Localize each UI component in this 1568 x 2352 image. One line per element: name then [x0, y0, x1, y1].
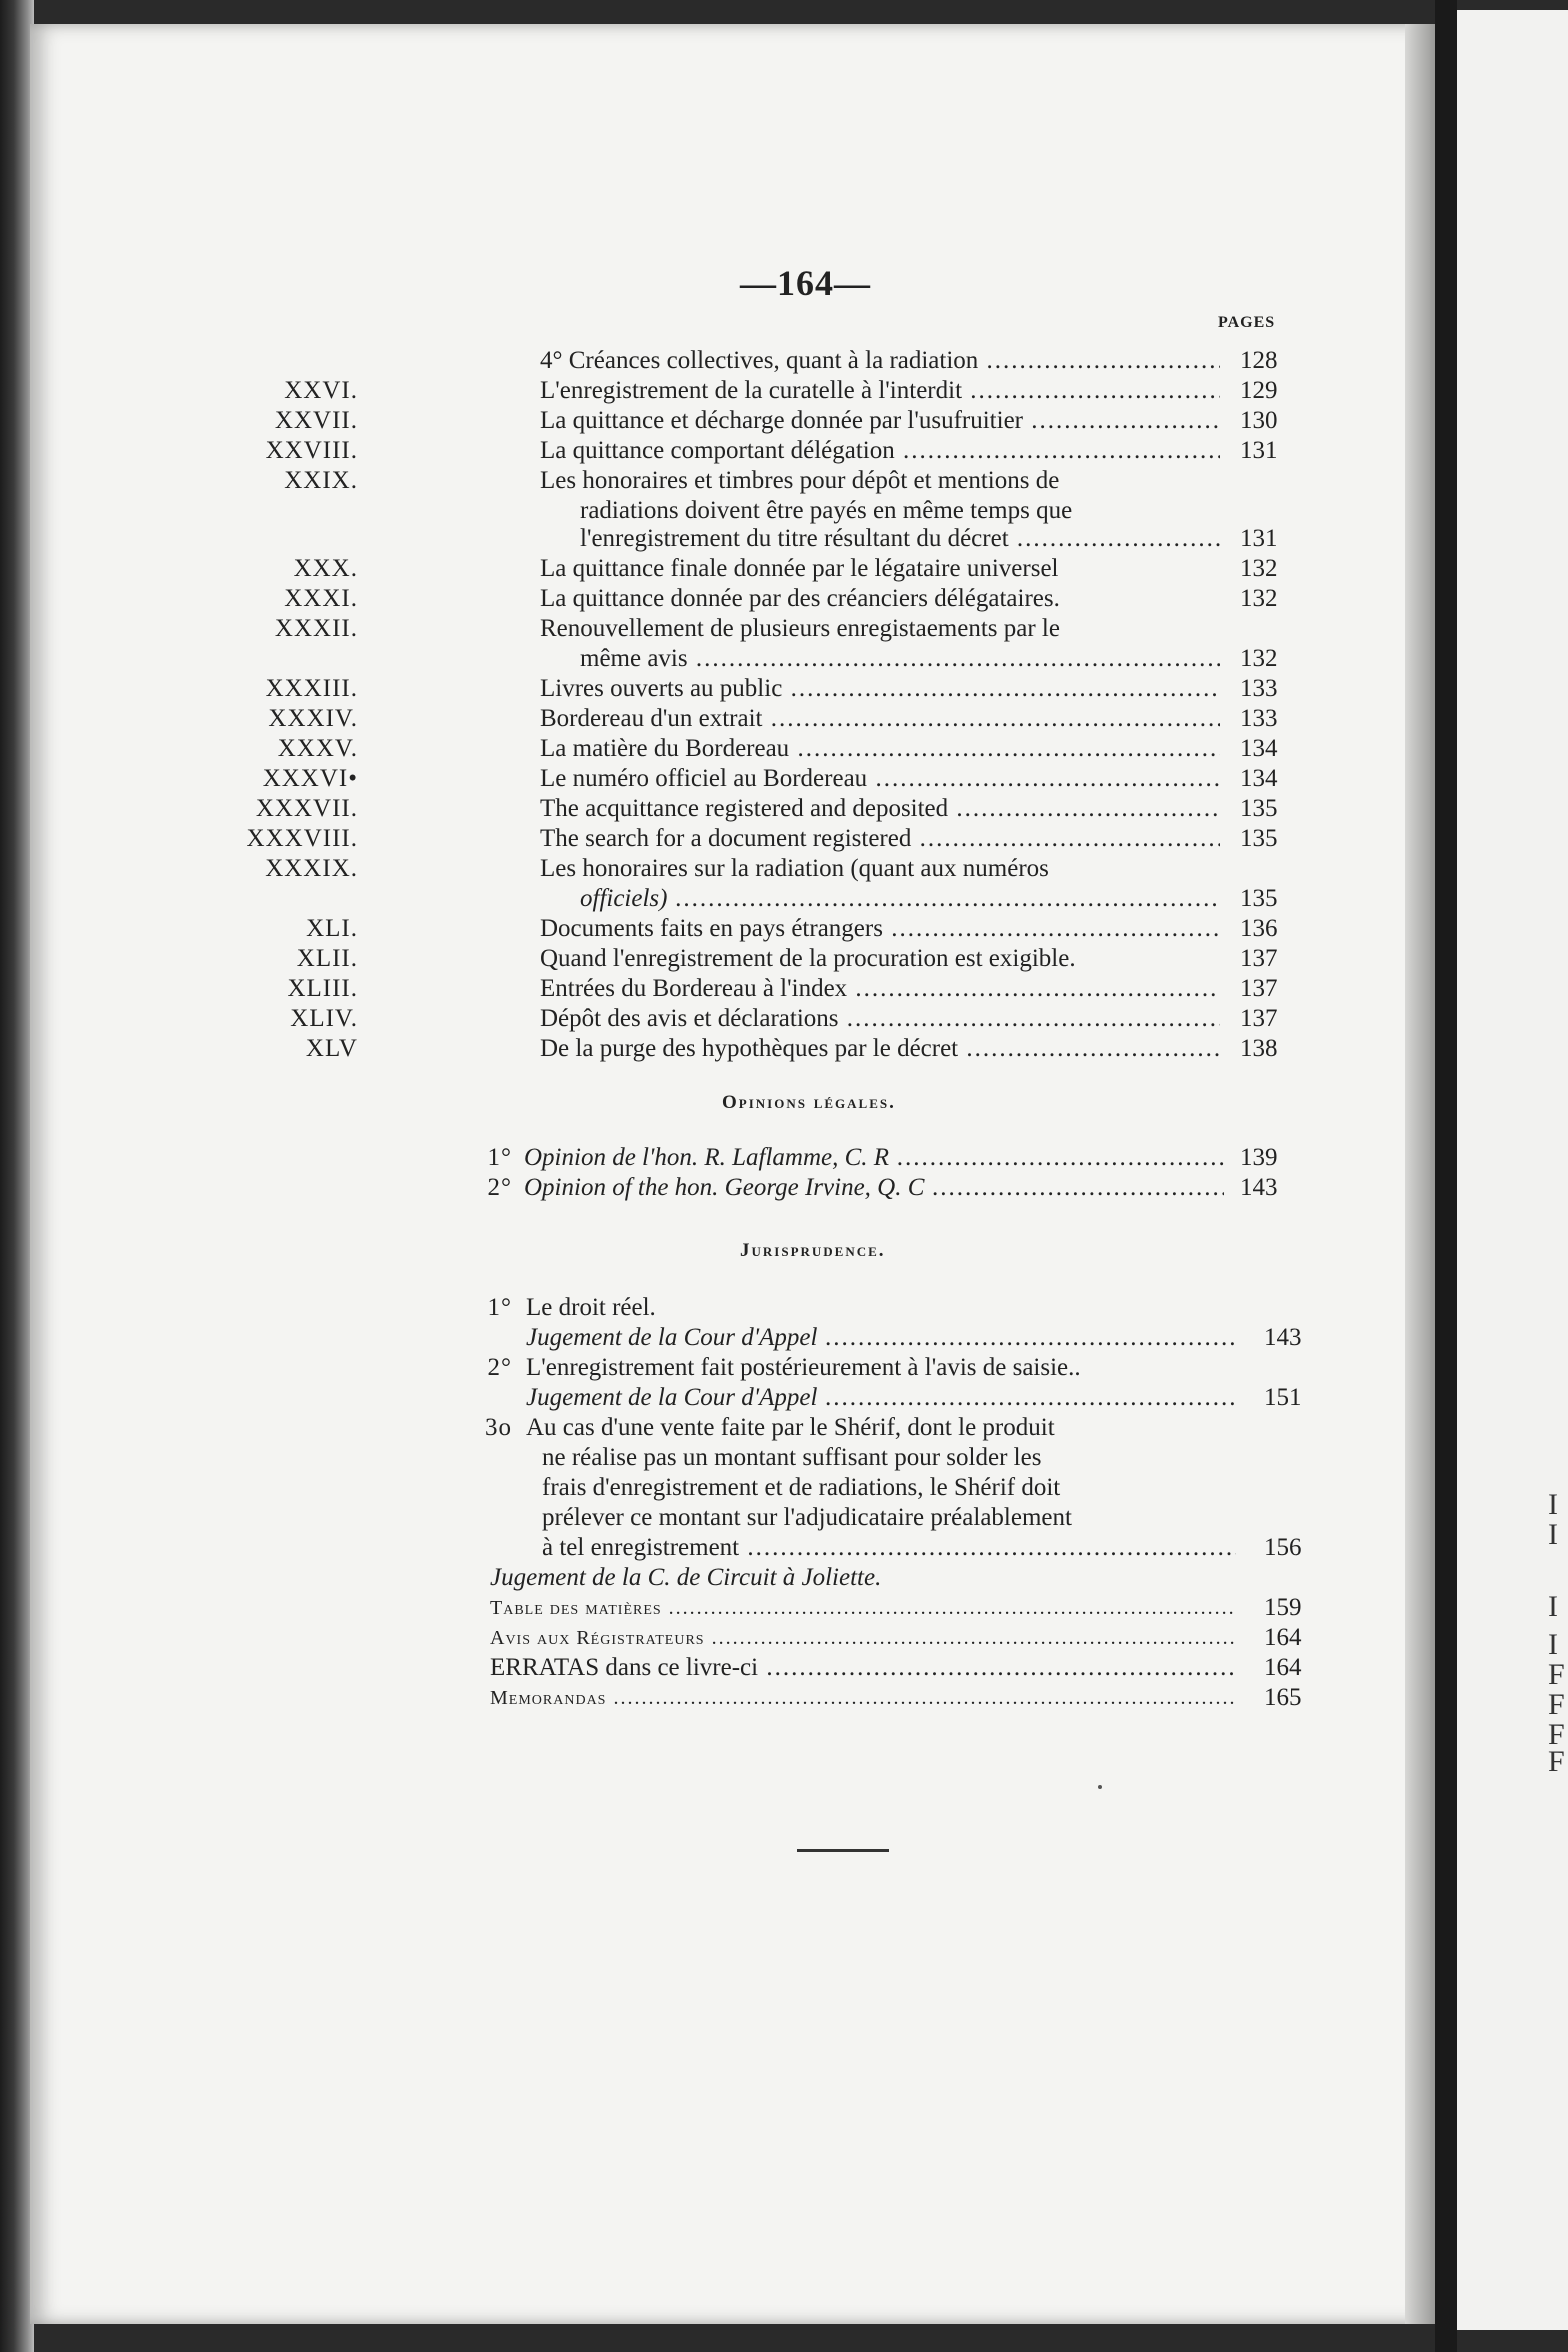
- entry-page: 164: [1264, 1654, 1302, 1681]
- entry-text: Le numéro officiel au Bordereau .....: [540, 764, 1220, 794]
- entry-text: Jugement de la Cour d'Appel .....: [526, 1323, 1236, 1353]
- entry-page: 132: [1240, 585, 1278, 612]
- facing-page-fragment: F: [1548, 1745, 1565, 1778]
- entry-text: Dépôt des avis et déclarations .....: [540, 1004, 1220, 1034]
- entry-page: 131: [1240, 437, 1278, 464]
- entry-page: 151: [1264, 1384, 1302, 1411]
- opinion-entry: [0, 1173, 1400, 1203]
- entry-page: 136: [1240, 915, 1278, 942]
- entry-number: XXVI.: [284, 377, 358, 404]
- facing-page: [1457, 10, 1568, 2330]
- entry-text: La quittance donnée par des créanciers délégataires.: [540, 585, 1060, 612]
- entry-number: XXIX.: [284, 467, 358, 494]
- toc-entry: [0, 674, 1400, 704]
- entry-text: radiations doivent être payés en même temps que: [580, 497, 1073, 524]
- toc-entry: [0, 944, 1400, 974]
- page-edge: [1405, 24, 1435, 2324]
- toc-entry: [0, 1004, 1400, 1034]
- toc-entry: [0, 346, 1400, 376]
- toc-entry: [0, 854, 1400, 884]
- print-speck: [1098, 1785, 1102, 1789]
- entry-number: 3o: [485, 1414, 512, 1441]
- entry-text: à tel enregistrement .....: [542, 1533, 1236, 1563]
- entry-page: 165: [1264, 1684, 1302, 1711]
- toc-entry-continued: [0, 496, 1400, 526]
- entry-number: XXVII.: [274, 407, 358, 434]
- entry-number: XXXI.: [284, 585, 358, 612]
- toc-entry: [0, 376, 1400, 406]
- entry-text: Au cas d'une vente faite par le Shérif, dont le produit: [526, 1414, 1055, 1441]
- entry-text: L'enregistrement fait postérieurement à l'avis de saisie..: [526, 1354, 1081, 1381]
- toc-entry: [0, 406, 1400, 436]
- jurisprudence-entry-continued: [0, 1503, 1400, 1533]
- entry-number: 1°: [487, 1144, 512, 1171]
- facing-page-fragment: F: [1548, 1658, 1565, 1691]
- entry-text: officiels) .....: [580, 884, 1220, 914]
- entry-page: 139: [1240, 1144, 1278, 1171]
- entry-text: Le droit réel.: [526, 1294, 656, 1321]
- entry-page: 137: [1240, 945, 1278, 972]
- entry-text: Quand l'enregistrement de la procuration est exigible.: [540, 945, 1076, 972]
- entry-text: 4° Créances collectives, quant à la radiation .....: [540, 346, 1220, 376]
- tail-entry: [0, 1623, 1400, 1653]
- entry-text: Bordereau d'un extrait .....: [540, 704, 1220, 734]
- entry-text: De la purge des hypothèques par le décret .....: [540, 1034, 1220, 1064]
- toc-entry: [0, 584, 1400, 614]
- entry-text: Avis aux Régistrateurs .....: [490, 1623, 1236, 1653]
- jurisprudence-entry: [0, 1413, 1400, 1443]
- toc-entry: [0, 734, 1400, 764]
- entry-page: 134: [1240, 735, 1278, 762]
- tail-entry: [0, 1593, 1400, 1623]
- entry-page: 130: [1240, 407, 1278, 434]
- entry-text: même avis .....: [580, 644, 1220, 674]
- toc-entry: [0, 436, 1400, 466]
- entry-number: 2°: [487, 1174, 512, 1201]
- entry-text: La quittance et décharge donnée par l'usufruitier .....: [540, 406, 1220, 436]
- page-number: —164—: [740, 263, 871, 303]
- jurisprudence-entry-continued: [0, 1383, 1400, 1413]
- entry-text: Opinion of the hon. George Irvine, Q. C .....: [524, 1173, 1224, 1203]
- entry-page: 131: [1240, 525, 1278, 552]
- entry-page: 135: [1240, 795, 1278, 822]
- entry-page: 138: [1240, 1035, 1278, 1062]
- entry-text: La matière du Bordereau .....: [540, 734, 1220, 764]
- entry-page: 128: [1240, 347, 1278, 374]
- entry-page: 132: [1240, 555, 1278, 582]
- facing-page-fragment: I: [1548, 1590, 1558, 1623]
- entry-text: prélever ce montant sur l'adjudicataire préalablement: [542, 1504, 1072, 1531]
- entry-page: 129: [1240, 377, 1278, 404]
- toc-entry: [0, 824, 1400, 854]
- entry-text: ne réalise pas un montant suffisant pour solder les: [542, 1444, 1042, 1471]
- closing-rule: [797, 1849, 889, 1852]
- tail-entry: [0, 1683, 1400, 1713]
- entry-text: Renouvellement de plusieurs enregistaements par le: [540, 615, 1060, 642]
- toc-entry: [0, 914, 1400, 944]
- tail-entry: [0, 1653, 1400, 1683]
- entry-number: XXVIII.: [265, 437, 358, 464]
- entry-text: frais d'enregistrement et de radiations, le Shérif doit: [542, 1474, 1061, 1501]
- entry-number: XXXVI•: [262, 765, 358, 792]
- facing-page-fragment: I: [1548, 1518, 1558, 1551]
- entry-page: 137: [1240, 975, 1278, 1002]
- entry-page: 133: [1240, 705, 1278, 732]
- entry-number: XXXIII.: [265, 675, 358, 702]
- entry-page: 164: [1264, 1624, 1302, 1651]
- entry-text: La quittance finale donnée par le légataire universel: [540, 555, 1059, 582]
- entry-text: La quittance comportant délégation .....: [540, 436, 1220, 466]
- entry-number: 1°: [487, 1294, 512, 1321]
- toc-entry: [0, 466, 1400, 496]
- entry-text: L'enregistrement de la curatelle à l'interdit .....: [540, 376, 1220, 406]
- entry-page: 132: [1240, 645, 1278, 672]
- entry-page: 159: [1264, 1594, 1302, 1621]
- pages-column-label: PAGES: [1218, 314, 1276, 331]
- section-heading-opinions: Opinions légales.: [722, 1092, 896, 1113]
- opinion-entry: [0, 1143, 1400, 1173]
- entry-number: XLIV.: [290, 1005, 358, 1032]
- entry-text: Documents faits en pays étrangers .....: [540, 914, 1220, 944]
- entry-number: XXXII.: [274, 615, 358, 642]
- entry-page: 134: [1240, 765, 1278, 792]
- toc-entry-continued: [0, 644, 1400, 674]
- facing-page-fragment: F: [1548, 1718, 1565, 1751]
- jurisprudence-entry-continued: [0, 1563, 1400, 1593]
- entry-page: 143: [1240, 1174, 1278, 1201]
- entry-text: Les honoraires sur la radiation (quant aux numéros: [540, 855, 1049, 882]
- entry-text: Memorandas .....: [490, 1683, 1236, 1713]
- entry-page: 135: [1240, 825, 1278, 852]
- entry-number: XLIII.: [287, 975, 358, 1002]
- toc-entry: [0, 554, 1400, 584]
- entry-text: Table des matières .....: [490, 1593, 1236, 1623]
- entry-page: 156: [1264, 1534, 1302, 1561]
- entry-number: XXXIX.: [265, 855, 358, 882]
- entry-number: XLII.: [296, 945, 358, 972]
- entry-text: Les honoraires et timbres pour dépôt et mentions de: [540, 467, 1060, 494]
- entry-page: 135: [1240, 885, 1278, 912]
- facing-page-fragment: I: [1548, 1488, 1558, 1521]
- entry-number: XXXVIII.: [246, 825, 358, 852]
- entry-text: The search for a document registered .....: [540, 824, 1220, 854]
- entry-page: 137: [1240, 1005, 1278, 1032]
- jurisprudence-entry: [0, 1293, 1400, 1323]
- entry-text: Entrées du Bordereau à l'index .....: [540, 974, 1220, 1004]
- jurisprudence-entry-continued: [0, 1533, 1400, 1563]
- entry-number: XXXV.: [277, 735, 358, 762]
- entry-text: l'enregistrement du titre résultant du décret .....: [580, 524, 1220, 554]
- toc-entry-continued: [0, 884, 1400, 914]
- entry-text: ERRATAS dans ce livre-ci .....: [490, 1653, 1236, 1683]
- toc-entry: [0, 764, 1400, 794]
- entry-page: 133: [1240, 675, 1278, 702]
- jurisprudence-entry-continued: [0, 1323, 1400, 1353]
- facing-page-fragment: I: [1548, 1628, 1558, 1661]
- entry-text: The acquittance registered and deposited .....: [540, 794, 1220, 824]
- entry-number: 2°: [487, 1354, 512, 1381]
- entry-number: XXX.: [293, 555, 358, 582]
- toc-entry: [0, 1034, 1400, 1064]
- entry-page: 143: [1264, 1324, 1302, 1351]
- entry-text: Livres ouverts au public .....: [540, 674, 1220, 704]
- toc-entry: [0, 794, 1400, 824]
- jurisprudence-entry-continued: [0, 1473, 1400, 1503]
- entry-number: XXXVII.: [255, 795, 358, 822]
- jurisprudence-entry-continued: [0, 1443, 1400, 1473]
- toc-entry: [0, 974, 1400, 1004]
- section-heading-jurisprudence: Jurisprudence.: [740, 1240, 886, 1261]
- toc-entry: [0, 704, 1400, 734]
- entry-text: Jugement de la Cour d'Appel .....: [526, 1383, 1236, 1413]
- entry-number: XLV: [305, 1035, 358, 1062]
- entry-number: XXXIV.: [268, 705, 358, 732]
- facing-page-fragment: F: [1548, 1688, 1565, 1721]
- entry-number: XLI.: [306, 915, 358, 942]
- entry-text: Opinion de l'hon. R. Laflamme, C. R .....: [524, 1143, 1224, 1173]
- toc-entry: [0, 614, 1400, 644]
- jurisprudence-entry: [0, 1353, 1400, 1383]
- book-gutter: [1435, 0, 1457, 2352]
- entry-text: Jugement de la C. de Circuit à Joliette.: [490, 1564, 882, 1591]
- toc-entry-continued: [0, 524, 1400, 554]
